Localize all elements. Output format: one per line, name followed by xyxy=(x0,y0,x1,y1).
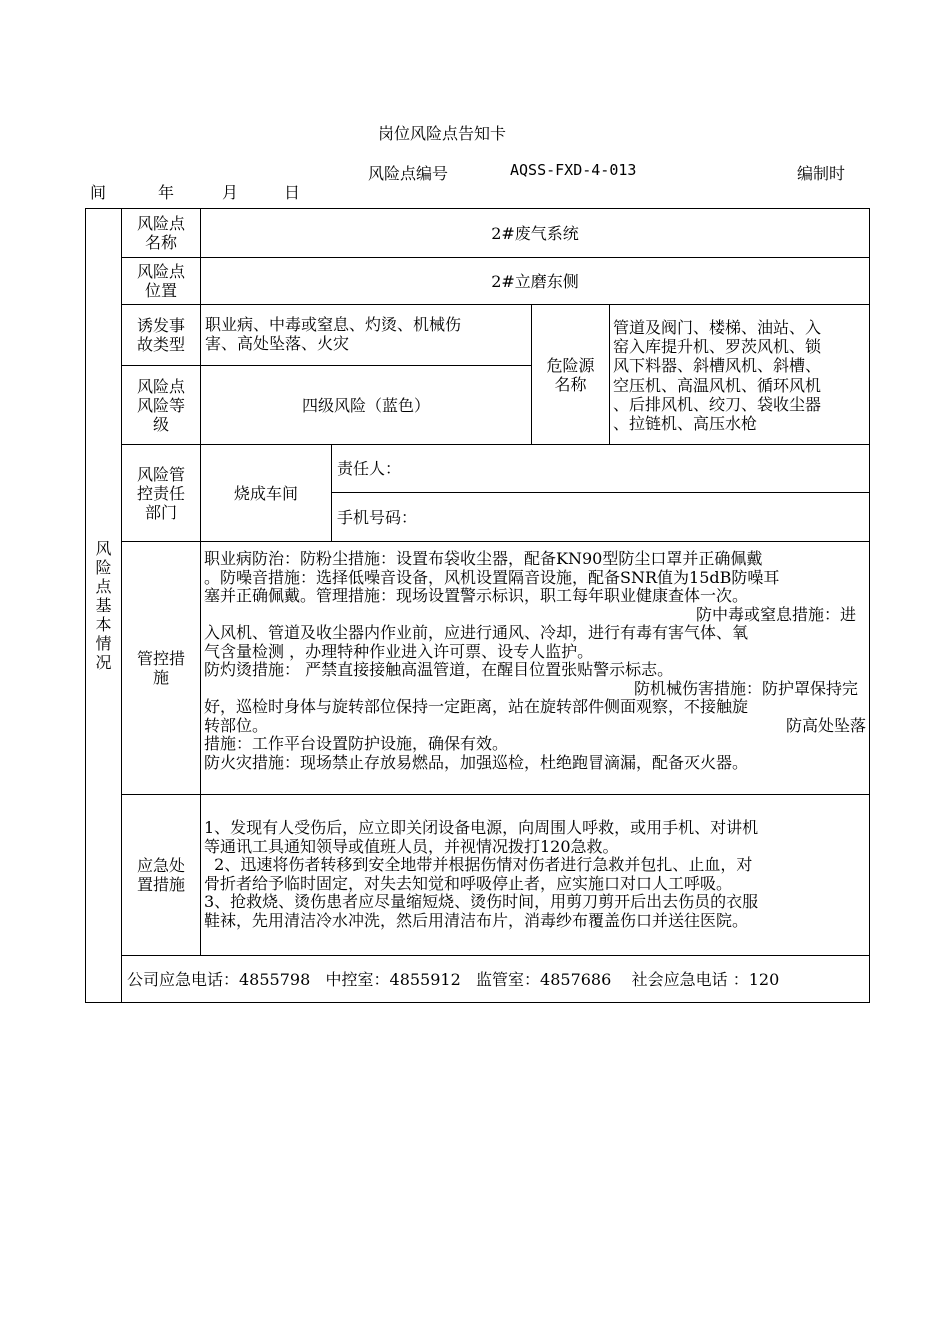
emergency-phone-footer: 公司应急电话：4855798 中控室：4855912 监管室：4857686 社会应急电话 ：120 xyxy=(127,969,780,989)
text-segment: 防高处坠落 xyxy=(785,715,866,735)
label-line: 风险等 xyxy=(136,395,185,415)
emergency-measures-label xyxy=(122,795,200,955)
text-line: 入风机、管道及收尘器内作业前，应进行通风、冷却，进行有毒有害气体、氧 xyxy=(204,623,749,642)
emergency-measures-text xyxy=(204,819,758,930)
side-char: 险 xyxy=(95,558,112,577)
risk-point-name-label xyxy=(122,209,200,257)
text-line xyxy=(204,717,866,736)
side-char: 况 xyxy=(95,653,112,672)
label-line: 部门 xyxy=(144,502,177,522)
hazard-source-value xyxy=(613,318,821,433)
text-line: 风下料器、斜槽风机、斜槽、 xyxy=(613,356,822,376)
label-line: 风险点 xyxy=(136,214,185,233)
responsible-person-field: 责任人： xyxy=(337,459,402,478)
day-label: 日 xyxy=(284,183,301,202)
row-divider-6 xyxy=(121,541,870,542)
control-dept-value: 烧成车间 xyxy=(233,483,298,503)
risk-code-value: AQSS-FXD-4-013 xyxy=(510,161,637,179)
table-border-bottom xyxy=(85,1002,870,1003)
side-char: 风 xyxy=(95,539,112,558)
label-line: 风险管 xyxy=(136,464,185,484)
accident-type-label xyxy=(122,305,200,365)
compile-time-label: 编制时 xyxy=(797,164,846,183)
side-char: 基 xyxy=(95,596,112,615)
text-line: 气含量检测 ，办理特种作业进入许可票、设专人监护。 xyxy=(204,641,594,661)
text-line: 防机械伤害措施：防护罩保持完 xyxy=(633,678,858,698)
risk-code-label: 风险点编号 xyxy=(368,164,449,183)
side-label-basic-info xyxy=(86,209,121,1002)
month-label: 月 xyxy=(222,183,239,202)
label-line: 管控措 xyxy=(136,649,185,668)
label-line: 施 xyxy=(152,668,169,687)
label-line: 故类型 xyxy=(136,335,185,354)
year-label: 年 xyxy=(158,183,175,202)
risk-point-location-value: 2#立磨东侧 xyxy=(491,271,579,291)
text-line: 害、高处坠落、火灾 xyxy=(205,333,350,353)
hazard-col-divider-right xyxy=(609,304,610,445)
label-line: 位置 xyxy=(144,281,177,300)
label-line: 风险点 xyxy=(136,376,185,396)
label-line: 诱发事 xyxy=(136,316,185,335)
text-line: 3、抢救烧、烫伤患者应尽量缩短烧、烫伤时间，用剪刀剪开后出去伤员的衣服 xyxy=(204,892,759,911)
text-line: 窑入库提升机、罗茨风机、锁 xyxy=(613,337,822,357)
label-line: 应急处 xyxy=(136,856,185,875)
text-segment: 转部位。 xyxy=(204,715,269,735)
text-line: 2、迅速将伤者转移到安全地带并根据伤情对伤者进行急救并包扎、止血，对 xyxy=(204,855,753,874)
compile-time-label-cont: 间 xyxy=(90,183,107,202)
control-measures-text xyxy=(204,550,866,772)
risk-point-location-label xyxy=(122,258,200,304)
text-line: 鞋袜，先用清洁冷水冲洗，然后用清洁布片，消毒纱布覆盖伤口并送往医院。 xyxy=(204,910,749,930)
label-line: 风险点 xyxy=(136,262,185,281)
text-line: 骨折者给予临时固定，对失去知觉和呼吸停止者，应实施口对口人工呼吸。 xyxy=(204,873,733,893)
text-line: 防中毒或窒息措施：进 xyxy=(695,604,856,624)
table-border-right xyxy=(869,208,870,1003)
text-line: 防火灾措施：现场禁止存放易燃品，加强巡检，杜绝跑冒滴漏，配备灭火器。 xyxy=(204,752,749,772)
risk-level-value: 四级风险（蓝色） xyxy=(301,395,430,415)
label-line: 名称 xyxy=(144,233,177,252)
label-col-divider xyxy=(200,208,201,955)
phone-number-field: 手机号码： xyxy=(337,507,418,527)
text-line: 好，巡检时身体与旋转部位保持一定距离，站在旋转部件侧面观察，不接触旋 xyxy=(204,697,749,716)
risk-point-name-value: 2#废气系统 xyxy=(491,223,579,243)
text-line: 、后排风机、绞刀、袋收尘器 xyxy=(613,394,822,414)
side-char: 点 xyxy=(95,577,112,596)
row-divider-2 xyxy=(121,304,870,305)
text-line: 防灼烫措施： 严禁直接接触高温管道，在醒目位置张贴警示标志。 xyxy=(204,660,674,679)
side-char: 情 xyxy=(95,634,112,653)
label-line: 控责任 xyxy=(136,483,185,503)
control-dept-label xyxy=(122,445,200,541)
text-line: 职业病防治：防粉尘措施：设置布袋收尘器，配备KN90型防尘口罩并正确佩戴 xyxy=(204,549,763,568)
label-line: 名称 xyxy=(554,374,587,394)
text-line: 措施：工作平台设置防护设施，确保有效。 xyxy=(204,734,509,753)
text-line: 1、发现有人受伤后，应立即关闭设备电源，向周围人呼救，或用手机、对讲机 xyxy=(204,818,759,837)
risk-level-label xyxy=(122,366,200,444)
row-divider-7 xyxy=(121,794,870,795)
accident-type-value xyxy=(205,316,461,353)
text-line: 职业病、中毒或窒息、灼烫、机械伤 xyxy=(205,315,462,334)
text-line: 等通讯工具通知领导或值班人员，并视情况拨打120急救。 xyxy=(204,836,619,856)
text-line: 空压机、高温风机、循环风机 xyxy=(613,375,822,395)
label-line: 级 xyxy=(152,414,169,434)
dept-col-divider xyxy=(331,444,332,542)
page-title: 岗位风险点告知卡 xyxy=(378,124,507,143)
text-line: 塞并正确佩戴。管理措施：现场设置警示标识，职工每年职业健康查体一次。 xyxy=(204,586,749,605)
hazard-source-label xyxy=(532,305,609,444)
text-line: 管道及阀门、楼梯、油站、入 xyxy=(613,318,822,337)
label-line: 危险源 xyxy=(546,355,595,375)
label-line: 置措施 xyxy=(136,875,185,894)
text-line: 。防噪音措施：选择低噪音设备，风机设置隔音设施，配备SNR值为15dB防噪耳 xyxy=(204,567,780,587)
control-measures-label xyxy=(122,542,200,794)
text-line: 、拉链机、高压水枪 xyxy=(613,414,758,434)
side-char: 本 xyxy=(95,615,112,634)
